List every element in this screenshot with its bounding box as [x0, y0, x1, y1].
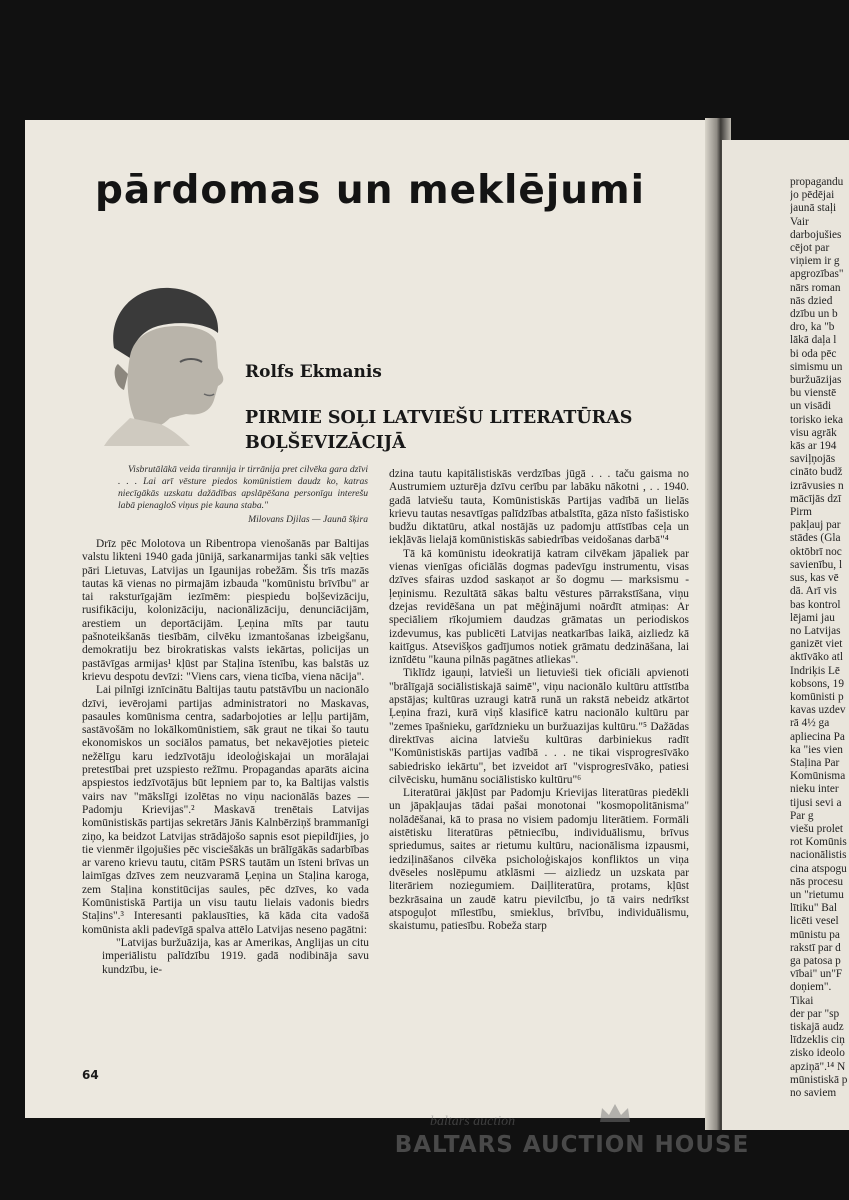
right-page-line: torisko ieka [790, 413, 844, 426]
watermark: BALTARS AUCTION HOUSE [394, 1132, 750, 1158]
right-page-line: dro, ka "b [790, 321, 835, 334]
right-page-line: ga patosa p [790, 954, 841, 967]
right-page-line: bi oda pēc [790, 347, 837, 360]
epigraph-source: Milovans Djilas — Jaunā šķira [248, 514, 368, 525]
right-page-line: nās dzied [790, 294, 833, 307]
right-page-line: bu vienstē [790, 387, 837, 400]
paragraph: Lai pilnīgi iznīcinātu Baltijas tautu patstāvību un nacionālo dzīvi, ievērojami partijas administratori no Maskavas, pasaules komūnisma centra, sadarbojoties ar leļļu partijām, sastāvošām no lokālkomūnistiem, sāk graut ne tikai šo tautu ekonomiskos un sociālos pamatus, bet nekavējoties pieteic nežēlīgu karu iedzīvotāju ideoloģiskajai un morālajai pretestībai pret uzspiesto režīmu. Propagandas aparāts aicina apspiestos iedzīvotājus būt lepniem par to, ka Baltijas valstis vairs nav "mākslīgi izolētas no viņu nacionālās bazes — Padomju Krievijas".² Maskavā trenētais Latvijas komūnistiskās partijas sekretārs Jānis Kalnbērziņš brammanīgi ziņo, ka beidzot Latvijas strādājošo sapnis esot piepildījies, jo tie vienmēr ilgojušies pēc visciešākās un brālīgākās sadarbības ar vareno krievu tautu, citām PSRS tautām un īsteni brīvas un laimīgas dzīves zem neuzvaramā Ļeņina un Staļina karoga, zem Staļina konstitūcijas saules, pēc dzīves, ko vada Komūnistiskā Partija un visu tautu lielais vadonis biedrs Staļins".³ Interesanti paklausīties, kā kāda cita vadošā komūnista akli padevīgā spalva attēlo Latvijas neseno pagātni: [82, 684, 369, 936]
right-page-line: dā. Arī vis [790, 585, 837, 598]
right-page-line: cējot par [790, 242, 830, 255]
right-page-line: cina atspogu [790, 862, 847, 875]
right-page-line: kās ar 194 [790, 440, 837, 453]
right-page-line: jo pēdējai [790, 189, 835, 202]
epigraph [118, 464, 368, 526]
right-page-line: aktīvāko atl [790, 651, 844, 664]
epigraph-text: Visbrutālākā veida tirannija ir tirrānija pret cilvēka gara dzīvi . . . Lai arī vēsture piedos komūnistiem daudz ko, katras niecīgākās uzskatu dažādības apslāpēšana personīgu interešu labā pienagloS viņus pie kauna staba." [118, 464, 368, 511]
right-page-line: apziņā".¹⁴ N [790, 1060, 846, 1073]
right-page-line: vībai" un"F [790, 968, 843, 981]
right-page-line: buržuāzijas [790, 374, 842, 387]
right-page-line: Komūnisma [790, 770, 846, 783]
right-page-line: kobsons, 19 [790, 677, 844, 690]
paragraph: Literatūrai jākļūst par Padomju Krievijas literatūras piedēkli un jāpakļaujas tādai pašai monotonai "kosmopolitānisma" nolādēšanai, kā to prasa no visiem padomju literātiem. Formāli aistētisku literatūras pētniecību, individuālismu, brīvus spriedumus, saites ar rietumu kultūru, nacionālisma izpausmi, iedziļināšanos cilvēka psicholoģiskajos konfliktos un viņa dvēseles noslēpumu atklāsmi — aizliedz un uzskata par literāriem noziegumiem. Daiļliteratūra, protams, kļūst bezkrāsaina un zaudē katru pievilcību, jo tā vairs nedrīkst atspoguļot mīlestību, smieklus, brīvību, individuālismu, skaistumu, patiesību. Robeža starp [389, 787, 689, 933]
right-page-line: mūnistiskā p [790, 1073, 848, 1086]
right-page-line: no Latvijas [790, 624, 841, 637]
column-2 [389, 468, 689, 1108]
right-page-line: nacionālistis [790, 849, 847, 862]
right-page-line: izrāvusies n [790, 479, 844, 492]
right-page-line: oktōbrī noc [790, 545, 842, 558]
right-page-line: bas kontrol [790, 598, 841, 611]
right-page-line: simismu un [790, 360, 843, 373]
right-page-line: lējami jau [790, 611, 835, 624]
right-page-line: lītiku" Bal [790, 902, 837, 915]
right-page-line: nārs roman [790, 281, 841, 294]
right-page-line: jaunā staļi [790, 202, 837, 215]
right-page-line: nieku inter [790, 783, 839, 796]
right-page-line: darbojušies [790, 228, 842, 241]
right-page-line: visu agrāk [790, 426, 837, 439]
right-page-line: pakļauj par [790, 519, 841, 532]
right-page-line: tiskajā audz [790, 1021, 844, 1033]
right-page-line: Vair [790, 215, 809, 228]
page-number: 64 [82, 1068, 99, 1082]
author-portrait [100, 278, 230, 446]
crown-icon [598, 1102, 632, 1124]
paragraph: Tā kā komūnistu ideokratijā katram cilvēkam jāpaliek par vienas vienīgas oficiālās dogmas padevīgu instrumentu, visas dzīves sfairas uzdod saskaņot ar šo dogmu — marksismu - ļeņinismu. Rezultātā sākas baltu vēstures pārrakstīšana, viņu dzejas revidēšana un pat mēģinājumi noārdīt atmiņas: Ar speciāliem rīkojumiem daudzas grāmatas un periodiskos izdevumus, kas publicēti Latvijas neatkarības laikā, aizliedz kā kaitīgus. Atsevišķos gadījumos notiek grāmatu dedzināšana, lai iznīdētu "kauna pilnās pagātnes atliekas". [389, 547, 689, 667]
right-page-line: rā 4½ ga [790, 717, 830, 730]
right-page-line: cināto budž [790, 466, 843, 479]
right-page-line: lākā daļa l [790, 334, 837, 347]
author-name: Rolfs Ekmanis [245, 362, 382, 382]
right-page-line: līdzeklis ciņ [790, 1034, 845, 1047]
quote-paragraph: "Latvijas buržuāzija, kas ar Amerikas, Anglijas un citu imperiālistu palīdzību 1919. gadā nodibināja savu kundzību, ie- [102, 936, 369, 976]
right-page-line: nās procesu [790, 875, 844, 888]
right-page-line: Tikai [790, 994, 814, 1007]
right-page-line: tijusi sevi a [790, 796, 842, 809]
right-page-line: ganizēt viet [790, 638, 843, 651]
paragraph: Tiklīdz igauņi, latvieši un lietuvieši tiek oficiāli apvienoti "brālīgajā sociālistiskajā saimē", viņu nacionālo kultūru attīstība apstājas; kultūras uzraugi katrā runā un rakstā nebeidz atkārtot Ļeņina frazi, kurā viņš klasificē katru nacionālo kultūru par "zemes īpašnieku, garīdznieku un buržuazijas kultūru."⁵ Dažādas direktīvas aicina latviešu kultūras darbiniekus radīt "Komūnistiskās partijas vadībā . . . ne tikai visprogresīvāko sabiedrisko iekārtu", bet izveidot arī "visprogresīvāko, patiesi cilvēcisku, humānu sociālistisko kultūru"⁶ [389, 667, 689, 786]
right-page-line: viņiem ir g [790, 255, 840, 268]
section-title: pārdomas un meklējumi [95, 168, 646, 213]
paragraph: dzina tautu kapitālistiskās verdzības jūgā . . . taču gaisma no Austrumiem uzturēja dzīvu cerību par labāku nākotni , . . 1940. gadā latviešu tauta, Komūnistiskās Partijas vadībā un lielās krievu tautas nesavtīgas palīdzības atbalstīta, gāza nīsto fašistisko budžu diktatūru, atkal nostājās uz padomju attīstības ceļa un iekļāvās lielajā komūnistiskās sabiedrības veidošanas darbā"⁴ [389, 468, 689, 547]
right-page-line: zisko ideolo [790, 1047, 845, 1060]
right-page-line: doņiem". [790, 981, 832, 994]
right-page-line: licēti vesel [790, 915, 839, 928]
right-page-line: saviļņojās [790, 453, 836, 466]
right-page-line: Par g [790, 809, 814, 822]
right-page-line: ka "ies vien [790, 743, 843, 756]
right-page-text [790, 176, 849, 1100]
right-page-line: rot Komūnis [790, 836, 847, 849]
article-title: PIRMIE SOĻI LATVIEŠU LITERATŪRAS BOĻŠEVIZĀCIJĀ [245, 408, 633, 453]
right-page-line: mūnistu pa [790, 928, 840, 941]
right-page-line: komūnisti p [790, 690, 844, 703]
watermark-sub: baltars auction [430, 1114, 516, 1129]
right-page-line: stādes (Gla [790, 532, 841, 545]
right-page-line: apgrozības" [790, 268, 844, 281]
right-page-line: sus, kas vē [790, 572, 839, 585]
right-page-line: savienību, l [790, 558, 843, 571]
paragraph: Drīz pēc Molotova un Ribentropa vienošanās par Baltijas valstu likteni 1940 gada jūnijā, sarkanarmijas tanki sāk veļties pāri Lietuvas, Latvijas un Igaunijas robežām. Šis trīs mazās tautas kā vienas no pirmajām izbauda "komūnistu brīvību" ar tai raksturīgajām iezīmēm: piespiedu boļševizāciju, rusifikāciju, kolonizāciju, nacionālizāciju, denunciācijām, arestiem un deportācijām. Ļeņina mīts par tautu pašnoteikšanās tiesībām, cilvēku izmantošanas izbeigšanu, demokratiju bez birokratiskas valsts iekārtas, policijas un pastāvīgas armijas¹ kļūst par Staļina īstenību, kas balstās uz krievu despotu devīzi: "Viens cars, viena ticība, viena nācija". [82, 538, 369, 683]
right-page-line: viešu prolet [790, 822, 844, 835]
right-page-line: der par "sp [790, 1007, 840, 1020]
right-page-line: rakstī par d [790, 941, 841, 954]
right-page-line: propagandu [790, 176, 844, 188]
right-page-line: dzību un b [790, 308, 838, 321]
right-page-line: kavas uzdev [790, 704, 846, 717]
right-page-line: un "rietumu [790, 888, 844, 901]
right-page-line: un visādi [790, 400, 832, 413]
right-page-line: Indriķis Lē [790, 664, 840, 677]
right-page-line: mācījās dzī [790, 492, 842, 505]
right-page-line: Staļina Par [790, 756, 840, 769]
right-page-line: aplieсina Pa [790, 730, 845, 743]
column-1 [82, 538, 369, 1058]
right-page-line: no saviem [790, 1087, 837, 1100]
right-page-line: Pirm [790, 506, 812, 519]
